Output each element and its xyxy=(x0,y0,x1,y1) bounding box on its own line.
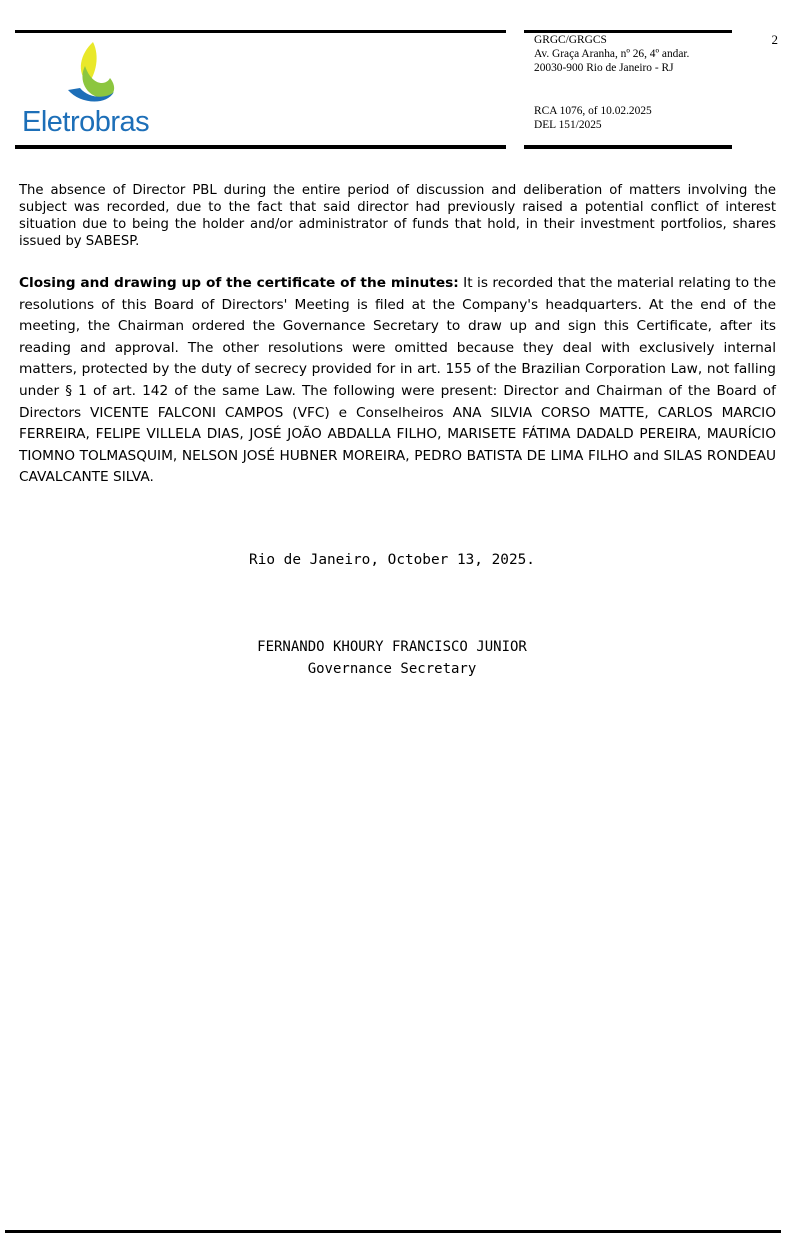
logo-wordmark: Eletrobras xyxy=(22,106,150,138)
header-top-rule-left xyxy=(15,30,506,33)
place-date: Rio de Janeiro, October 13, 2025. xyxy=(249,552,535,568)
address-line: 20030-900 Rio de Janeiro - RJ xyxy=(534,62,674,74)
address-block xyxy=(534,33,734,75)
meeting-reference xyxy=(534,104,734,132)
header-bottom-rule-right xyxy=(524,145,732,149)
address-line: GRGC/GRGCS xyxy=(534,34,607,46)
closing-paragraph xyxy=(19,273,776,489)
closing-text: It is recorded that the material relating to the resolutions of this Board of Directors' Meeting is filed at the Company's headquarters. At the end of the meeting, the Chairman ordered the Governance Secretary to draw up and sign this Certificate, after its reading and approval. The other resolutions were omitted because they deal with exclusively internal matters, protected by the duty of secrecy provided for in art. 155 of the Brazilian Corporation Law, not falling under § 1 of art. 142 of the same Law. The following were present: Director and Chairman of the Board of Directors VICENTE FALCONI CAMPOS (VFC) e Conselheiros ANA SILVIA CORSO MATTE, CARLOS MARCIO FERREIRA, FELIPE VILLELA DIAS, JOSÉ JOÃO ABDALLA FILHO, MARISETE FÁTIMA DADALD PEREIRA, MAURÍCIO TIOMNO TOLMASQUIM, NELSON JOSÉ HUBNER MOREIRA, PEDRO BATISTA DE LIMA FILHO and SILAS RONDEAU CAVALCANTE SILVA. xyxy=(19,275,777,486)
address-line: Av. Graça Aranha, nº 26, 4º andar. xyxy=(534,48,690,60)
footer-rule xyxy=(5,1230,781,1233)
logo-mark-icon xyxy=(22,40,172,106)
signature-block xyxy=(0,636,784,680)
page-number: 2 xyxy=(771,32,778,47)
header-bottom-rule-left xyxy=(15,145,506,149)
eletrobras-logo xyxy=(22,40,172,142)
absence-paragraph: The absence of Director PBL during the entire period of discussion and deliberation of matters involving the subject was recorded, due to the fact that said director had previously raised a potential conflict of interest situation due to being the holder and/or administrator of funds that hold, in their investment portfolios, shares issued by SABESP. xyxy=(19,183,776,249)
closing-heading: Closing and drawing up of the certificate of the minutes: xyxy=(19,275,459,291)
meeting-line: DEL 151/2025 xyxy=(534,119,602,131)
meeting-line: RCA 1076, of 10.02.2025 xyxy=(534,105,652,117)
signer-name: FERNANDO KHOURY FRANCISCO JUNIOR xyxy=(257,639,527,655)
signer-title: Governance Secretary xyxy=(307,661,477,677)
